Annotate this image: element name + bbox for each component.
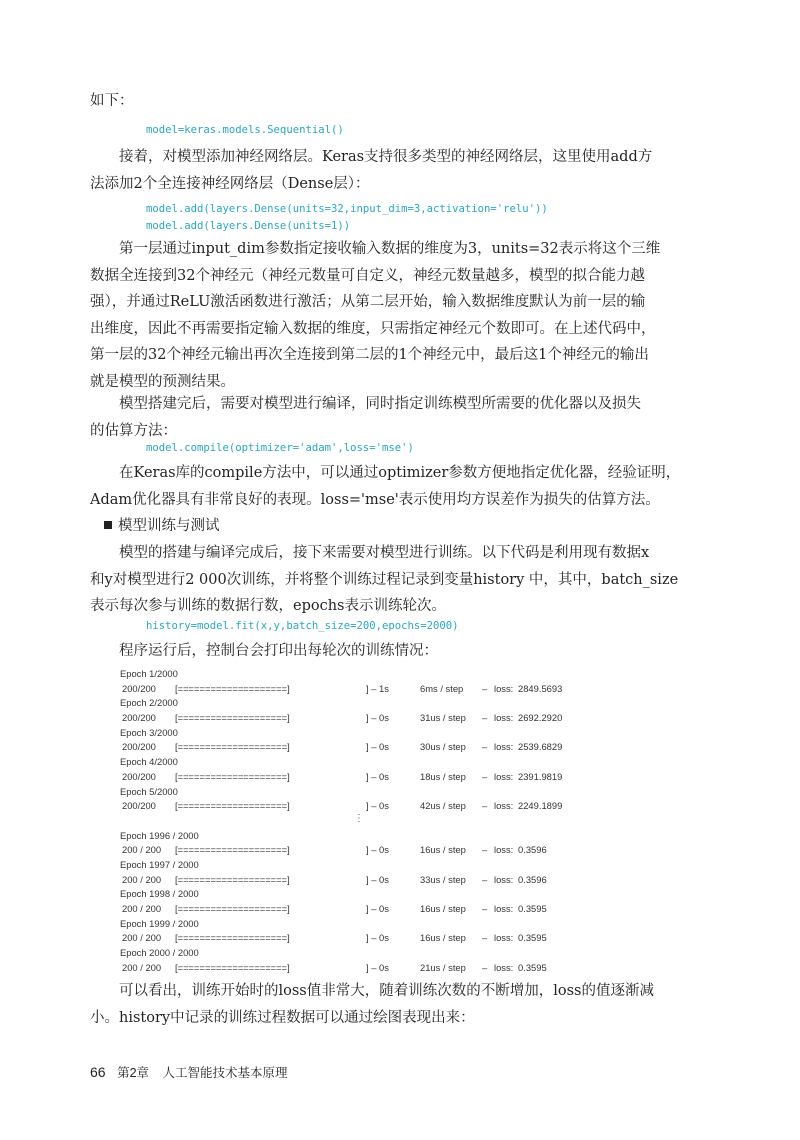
separator-dash: – xyxy=(482,712,488,724)
separator-dash: – xyxy=(482,800,488,812)
time-per-step: 31us / step xyxy=(420,712,466,724)
epoch-label: Epoch 3/2000 xyxy=(120,726,178,738)
step-time: ] – 0s xyxy=(366,903,389,914)
step-time: ] – 0s xyxy=(366,961,389,973)
time-per-step: 16us / step xyxy=(420,932,466,944)
paragraph-line: 的估算方法： xyxy=(90,422,177,439)
paragraph-line: 接着，对模型添加神经网络层。Keras支持很多类型的神经网络层，这里使用add方 xyxy=(119,149,653,165)
chapter-label: 第2章 xyxy=(117,1066,150,1080)
loss-value: 0.3596 xyxy=(518,873,547,885)
loss-label: loss: xyxy=(494,741,514,753)
batch-count: 200 / 200 xyxy=(122,932,162,944)
paragraph-compile-intro xyxy=(90,391,712,444)
intro-text: 如下： xyxy=(90,93,134,109)
square-bullet-icon xyxy=(104,521,112,529)
paragraph-line: 模型搭建完后，需要对模型进行编译，同时指定训练模型所需要的优化器以及损失 xyxy=(119,396,641,412)
separator-dash: – xyxy=(482,844,488,856)
batch-count: 200/200 xyxy=(122,712,156,724)
loss-label: loss: xyxy=(494,961,514,973)
progress-bar: [====================] xyxy=(175,741,290,753)
separator-dash: – xyxy=(482,770,488,782)
vertical-ellipsis-icon: ⋮ xyxy=(354,812,364,824)
paragraph-line: 在Keras库的compile方法中，可以通过optimizer参数方便地指定优化器，经验证明， xyxy=(119,465,681,481)
epoch-label: Epoch 2/2000 xyxy=(120,697,178,709)
paragraph-line: 和y对模型进行2 000次训练，并将整个训练过程记录到变量history 中，其中，batch_size xyxy=(90,571,679,588)
paragraph-conclusion xyxy=(90,978,712,1031)
batch-count: 200 / 200 xyxy=(122,844,162,856)
epoch-label: Epoch 4/2000 xyxy=(120,756,178,768)
step-time: ] – 0s xyxy=(366,712,389,724)
loss-value: 2391.9819 xyxy=(518,770,563,782)
loss-value: 2849.5693 xyxy=(518,682,563,694)
loss-label: loss: xyxy=(494,770,514,782)
separator-dash: – xyxy=(482,903,488,914)
epoch-label: Epoch 1997 / 2000 xyxy=(120,858,199,870)
code-compile: model.compile(optimizer='adam',loss='mse') xyxy=(146,442,414,454)
progress-bar: [====================] xyxy=(175,873,290,885)
paragraph-add-layers xyxy=(90,144,712,197)
time-per-step: 6ms / step xyxy=(420,682,464,694)
code-sequential: model=keras.models.Sequential() xyxy=(146,124,344,136)
loss-label: loss: xyxy=(494,873,514,885)
paragraph-line: 出维度，因此不再需要指定输入数据的维度，只需指定神经元个数即可。在上述代码中， xyxy=(90,320,656,337)
loss-value: 0.3596 xyxy=(518,844,547,856)
paragraph-layer-explanation xyxy=(90,236,712,395)
separator-dash: – xyxy=(482,932,488,944)
loss-label: loss: xyxy=(494,682,514,694)
separator-dash: – xyxy=(482,961,488,973)
loss-label: loss: xyxy=(494,800,514,812)
progress-bar: [====================] xyxy=(175,800,290,812)
batch-count: 200 / 200 xyxy=(122,873,162,885)
step-time: ] – 0s xyxy=(366,873,389,885)
paragraph-line: 表示每次参与训练的数据行数，epochs表示训练轮次。 xyxy=(90,598,446,614)
step-time: ] – 0s xyxy=(366,932,389,944)
step-time: ] – 0s xyxy=(366,770,389,782)
step-time: ] – 0s xyxy=(366,800,389,812)
time-per-step: 16us / step xyxy=(420,903,466,914)
paragraph-line: 第一层通过input_dim参数指定接收输入数据的维度为3，units=32表示将这个三维 xyxy=(119,241,661,257)
paragraph-line: 模型的搭建与编译完成后，接下来需要对模型进行训练。以下代码是利用现有数据x xyxy=(119,545,650,561)
loss-value: 0.3595 xyxy=(518,961,547,973)
code-add-dense xyxy=(146,201,548,235)
progress-bar: [====================] xyxy=(175,770,290,782)
chapter-title: 人工智能技术基本原理 xyxy=(162,1066,288,1080)
loss-value: 2692.2920 xyxy=(518,712,563,724)
time-per-step: 30us / step xyxy=(420,741,466,753)
code-fit: history=model.fit(x,y,batch_size=200,epochs=2000) xyxy=(146,620,459,632)
paragraph-line: 强），并通过ReLU激活函数进行激活；从第二层开始，输入数据维度默认为前一层的输 xyxy=(90,294,646,310)
progress-bar: [====================] xyxy=(175,932,290,944)
progress-bar: [====================] xyxy=(175,682,290,694)
epoch-label: Epoch 1996 / 2000 xyxy=(120,829,199,841)
page-footer xyxy=(90,1063,288,1081)
progress-bar: [====================] xyxy=(175,844,290,856)
batch-count: 200 / 200 xyxy=(122,961,162,973)
batch-count: 200/200 xyxy=(122,800,156,812)
epoch-label: Epoch 2000 / 2000 xyxy=(120,947,199,959)
separator-dash: – xyxy=(482,741,488,753)
step-time: ] – 0s xyxy=(366,741,389,753)
loss-value: 2539.6829 xyxy=(518,741,563,753)
step-time: ] – 1s xyxy=(366,682,389,694)
separator-dash: – xyxy=(482,873,488,885)
epoch-label: Epoch 1999 / 2000 xyxy=(120,917,199,929)
progress-bar: [====================] xyxy=(175,903,290,914)
step-time: ] – 0s xyxy=(366,844,389,856)
paragraph-line: 数据全连接到32个神经元（神经元数量可自定义，神经元数量越多，模型的拟合能力越 xyxy=(90,267,645,284)
epoch-label: Epoch 1998 / 2000 xyxy=(120,888,199,900)
code-line: model.add(layers.Dense(units=32,input_dim=3,activation='relu')) xyxy=(146,203,548,215)
progress-bar: [====================] xyxy=(175,961,290,973)
paragraph-line: 可以看出，训练开始时的loss值非常大，随着训练次数的不断增加，loss的值逐渐减 xyxy=(119,983,654,999)
loss-label: loss: xyxy=(494,932,514,944)
progress-bar: [====================] xyxy=(175,712,290,724)
epoch-label: Epoch 5/2000 xyxy=(120,785,178,797)
loss-label: loss: xyxy=(494,712,514,724)
loss-value: 0.3595 xyxy=(518,903,547,914)
batch-count: 200/200 xyxy=(122,770,156,782)
time-per-step: 21us / step xyxy=(420,961,466,973)
batch-count: 200/200 xyxy=(122,682,156,694)
loss-value: 0.3595 xyxy=(518,932,547,944)
separator-dash: – xyxy=(482,682,488,694)
time-per-step: 33us / step xyxy=(420,873,466,885)
batch-count: 200/200 xyxy=(122,741,156,753)
time-per-step: 42us / step xyxy=(420,800,466,812)
section-heading-text: 模型训练与测试 xyxy=(118,518,220,534)
paragraph-line: 第一层的32个神经元输出再次全连接到第二层的1个神经元中，最后这1个神经元的输出 xyxy=(90,347,649,363)
paragraph-compile-explanation xyxy=(90,460,712,513)
loss-label: loss: xyxy=(494,844,514,856)
time-per-step: 16us / step xyxy=(420,844,466,856)
epoch-label: Epoch 1/2000 xyxy=(120,668,178,679)
loss-label: loss: xyxy=(494,903,514,914)
loss-value: 2249.1899 xyxy=(518,800,563,812)
paragraph-line: 法添加2个全连接神经网络层（Dense层）： xyxy=(90,175,370,192)
section-heading xyxy=(104,514,220,535)
paragraph-training xyxy=(90,540,712,620)
code-line: model.add(layers.Dense(units=1)) xyxy=(146,220,351,232)
paragraph-line: 小。history中记录的训练过程数据可以通过绘图表现出来： xyxy=(90,1009,475,1026)
page-number: 66 xyxy=(90,1064,106,1080)
paragraph-line: Adam优化器具有非常良好的表现。loss='mse'表示使用均方误差作为损失的估算方法。 xyxy=(90,491,660,508)
batch-count: 200 / 200 xyxy=(122,903,162,914)
paragraph-line: 就是模型的预测结果。 xyxy=(90,373,235,390)
time-per-step: 18us / step xyxy=(420,770,466,782)
paragraph-console-intro: 程序运行后，控制台会打印出每轮次的训练情况： xyxy=(119,643,438,659)
